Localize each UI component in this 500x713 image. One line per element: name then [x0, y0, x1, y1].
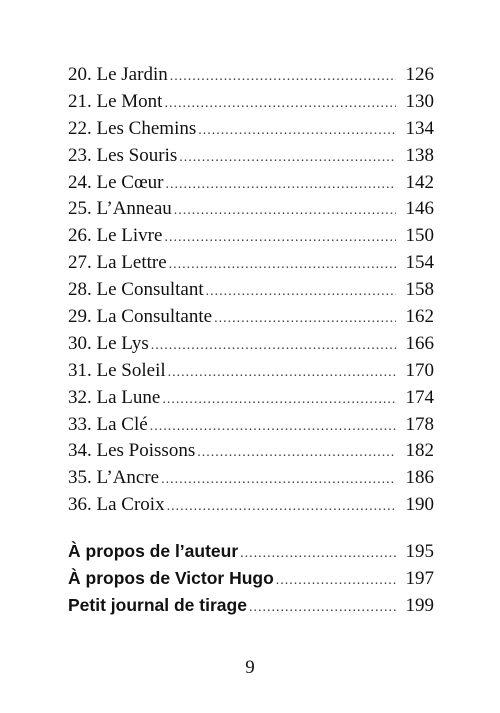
toc-entry-title: 32. La Lune	[68, 386, 161, 408]
toc-entry	[68, 277, 434, 304]
toc-entry	[68, 62, 434, 89]
dot-leader	[170, 64, 396, 91]
toc-entry	[68, 412, 434, 439]
toc-entry	[68, 116, 434, 143]
toc-entry-title: 21. Le Mont	[68, 90, 163, 112]
dot-leader	[197, 440, 396, 467]
toc-entry	[68, 89, 434, 116]
dot-leader	[174, 198, 396, 225]
dot-leader	[179, 145, 396, 172]
dot-leader	[198, 118, 396, 145]
dot-leader	[161, 467, 396, 494]
back-matter-page: 199	[405, 594, 434, 616]
toc-entry-title: 31. Le Soleil	[68, 359, 166, 381]
toc-entry-title: 26. Le Livre	[68, 225, 163, 247]
toc-entry	[68, 465, 434, 492]
toc-entry-title: 28. Le Consultant	[68, 279, 204, 301]
toc-entry-title: 36. La Croix	[68, 494, 165, 516]
toc-entry-title: 34. Les Poissons	[68, 440, 196, 462]
dot-leader	[249, 595, 396, 622]
dot-leader	[164, 91, 396, 118]
toc-entry	[68, 438, 434, 465]
dot-leader	[214, 306, 396, 333]
toc-entry-title: 27. La Lettre	[68, 252, 167, 274]
dot-leader	[168, 360, 396, 387]
toc-entry	[68, 143, 434, 170]
toc-entry	[68, 223, 434, 250]
toc-entry-page: 186	[405, 467, 434, 489]
toc-entry-page: 138	[405, 144, 434, 166]
toc-entry-page: 126	[405, 64, 434, 85]
toc-entry-page: 174	[405, 386, 434, 408]
back-matter-title: À propos de Victor Hugo	[68, 567, 274, 588]
back-matter-contents	[68, 538, 434, 619]
dot-leader	[206, 279, 396, 306]
back-matter-entry	[68, 565, 434, 592]
toc-entry-page: 146	[405, 198, 434, 220]
back-matter-entry	[68, 592, 434, 619]
dot-leader	[162, 387, 396, 414]
toc-entry-title: 23. Les Souris	[68, 144, 178, 166]
toc-entry-page: 150	[405, 225, 434, 247]
toc-entry-title: 25. L’Anneau	[68, 198, 172, 220]
toc-entry	[68, 250, 434, 277]
toc-entry	[68, 170, 434, 197]
toc-entry-title: 29. La Consultante	[68, 306, 213, 328]
dot-leader	[151, 333, 396, 360]
toc-entry-page: 170	[405, 359, 434, 381]
toc-entry-page: 130	[405, 90, 434, 112]
back-matter-title: Petit journal de tirage	[68, 594, 247, 615]
toc-entry	[68, 304, 434, 331]
toc-entry-page: 178	[405, 413, 434, 435]
dot-leader	[276, 568, 396, 595]
dot-leader	[240, 541, 396, 568]
back-matter-page: 197	[405, 567, 434, 589]
dot-leader	[166, 172, 396, 199]
toc-entry	[68, 358, 434, 385]
toc-entry-page: 182	[405, 440, 434, 462]
toc-entry-page: 162	[405, 306, 434, 328]
toc-entry	[68, 492, 434, 519]
toc-entry-page: 134	[405, 117, 434, 139]
toc-entry-title: 22. Les Chemins	[68, 117, 197, 139]
toc-entry-page: 142	[405, 171, 434, 193]
toc-entry-page: 154	[405, 252, 434, 274]
dot-leader	[169, 252, 396, 279]
toc-entry	[68, 196, 434, 223]
toc-entry-page: 166	[405, 332, 434, 354]
toc-entry	[68, 331, 434, 358]
toc-entry-title: 24. Le Cœur	[68, 171, 164, 193]
toc-entry-page: 190	[405, 494, 434, 516]
back-matter-entry	[68, 538, 434, 565]
toc-entry-title: 33. La Clé	[68, 413, 148, 435]
toc-entry-title: 35. L’Ancre	[68, 467, 160, 489]
table-of-contents	[68, 62, 434, 519]
page-number: 9	[245, 657, 255, 678]
toc-entry-title: 30. Le Lys	[68, 332, 149, 354]
dot-leader	[150, 414, 396, 441]
toc-entry	[68, 385, 434, 412]
back-matter-page: 195	[405, 541, 434, 562]
dot-leader	[167, 494, 396, 521]
back-matter-title: À propos de l’auteur	[68, 541, 239, 561]
toc-entry-page: 158	[405, 279, 434, 301]
dot-leader	[164, 225, 396, 252]
toc-entry-title: 20. Le Jardin	[68, 64, 168, 85]
